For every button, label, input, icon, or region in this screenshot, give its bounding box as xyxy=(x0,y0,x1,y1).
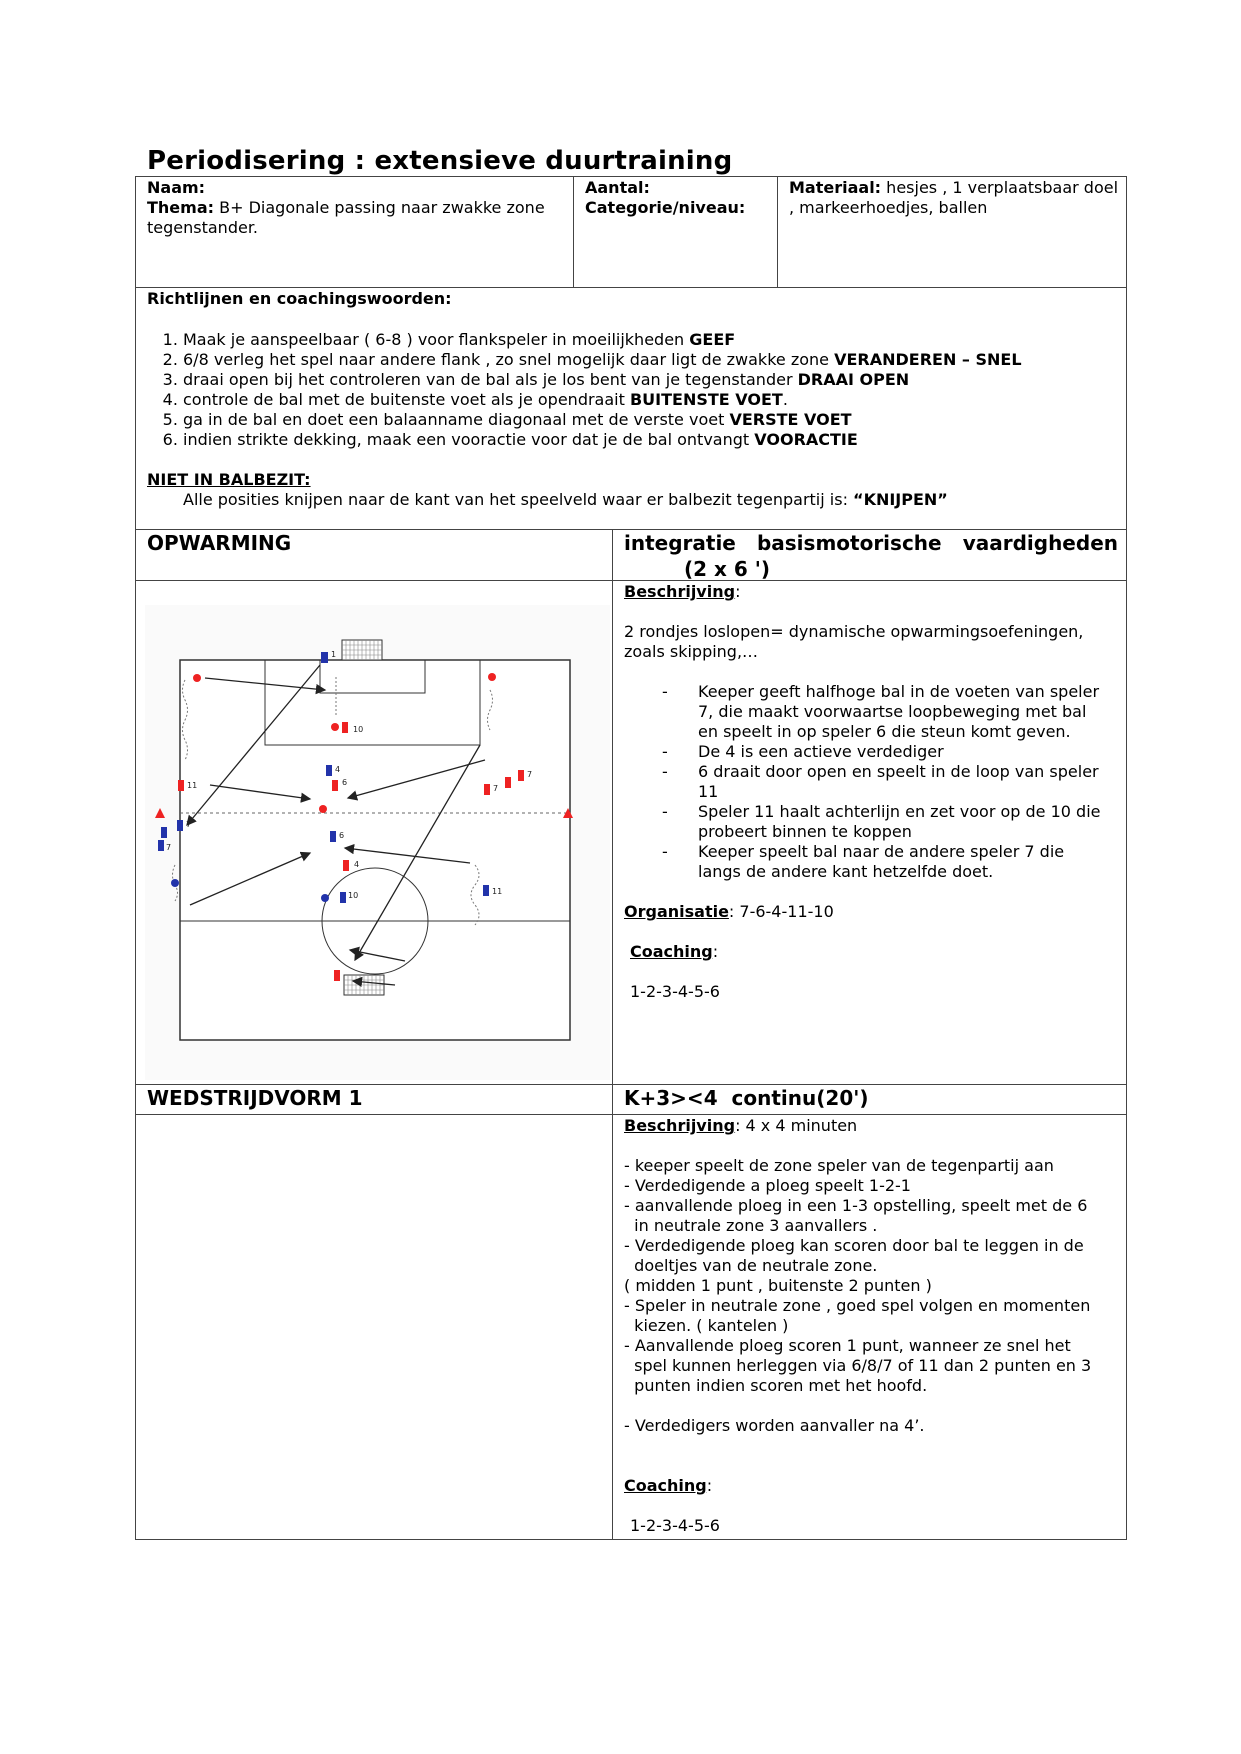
opwarming-right-heading-2: (2 x 6 ') xyxy=(684,557,771,581)
wedstrijd-line: in neutrale zone 3 aanvallers . xyxy=(624,1216,878,1235)
opwarming-right-heading-1: integratie basismotorische vaardigheden xyxy=(624,531,1118,555)
wedstrijd-description: Beschrijving: 4 x 4 minuten - keeper speelt de zone speler van de tegenpartij aan - Verdedigende a ploeg speelt 1-2-1 - aanvallende ploeg in een 1-3 opstelling, speelt met de 6 in neutrale zone 3 aanvallers . - Verdedigende ploeg kan scoren door bal te leggen in de doeltjes van de neutrale zone. ( midden 1 punt , buitenste 2 punten ) - Speler in neutrale zone , goed spel volgen en momenten kiezen. ( kantelen ) - Aanvallende ploeg scoren 1 punt, wanneer ze snel het spel kunnen herleggen via 6/8/7 of 11 dan 2 punten en 3 punten indien scoren met het hoofd. - Verdedigers worden aanvaller na 4’. Coaching: 1-2-3-4-5-6 xyxy=(624,1116,1119,1536)
wedstrijd-last-line: - Verdedigers worden aanvaller na 4’. xyxy=(624,1416,925,1435)
wedstrijd-line: spel kunnen herleggen via 6/8/7 of 11 dan 2 punten en 3 xyxy=(624,1356,1092,1375)
richtlijn-item: 1. Maak je aanspeelbaar ( 6-8 ) voor flankspeler in moeilijkheden GEEF xyxy=(183,330,1183,350)
warmup-step: - Keeper geeft halfhoge bal in de voeten van speler 7, die maakt voorwaartse loopbeweging met bal en speelt in op speler 6 die steun komt geven. xyxy=(624,682,1119,742)
coaching-value: 1-2-3-4-5-6 xyxy=(630,982,720,1001)
svg-text:11: 11 xyxy=(492,887,503,896)
materiaal-field xyxy=(789,178,1119,218)
aantal-label: Aantal: xyxy=(585,178,650,197)
niet-in-balbezit-text: Alle posities knijpen naar de kant van het speelveld waar er balbezit tegenpartij is: “KNIJPEN” xyxy=(183,490,948,509)
svg-text:10: 10 xyxy=(348,891,359,900)
wedstrijd-coaching-label: Coaching xyxy=(624,1476,707,1495)
page-title: Periodisering : extensieve duurtraining xyxy=(147,146,733,176)
opwarming-description: Beschrijving: 2 rondjes loslopen= dynamische opwarmingsoefeningen, zoals skipping,… - Keeper geeft halfhoge bal in de voeten van speler 7, die maakt voorwaartse loopbeweging met bal en speelt in op speler 6 die steun komt geven. - De 4 is een actieve verdediger - 6 draait door open en speelt in de loop van speler 11 - Speler 11 haalt achterlijn en zet voor op de 10 die probeert binnen te koppen - Keeper speelt bal naar de andere speler 7 die langs de andere kant hetzelfde doet. Organisatie: 7-6-4-11-10 Coaching: 1-2-3-4-5-6 xyxy=(624,582,1119,1002)
svg-text:7: 7 xyxy=(527,770,533,779)
beschrijving-label: Beschrijving xyxy=(624,582,736,601)
svg-text:6: 6 xyxy=(342,778,348,787)
svg-text:11: 11 xyxy=(187,781,198,790)
niet-in-balbezit-heading: NIET IN BALBEZIT: xyxy=(147,470,311,489)
richtlijnen-heading: Richtlijnen en coachingswoorden: xyxy=(147,289,452,308)
warmup-steps xyxy=(624,682,1119,882)
naam-label: Naam: xyxy=(147,178,206,197)
richtlijn-item: 4. controle de bal met de buitenste voet als je opendraait BUITENSTE VOET. xyxy=(183,390,1183,410)
wedstrijd-line: kiezen. ( kantelen ) xyxy=(624,1316,789,1335)
wedstrijd-line: ( midden 1 punt , buitenste 2 punten ) xyxy=(624,1276,932,1295)
svg-text:7: 7 xyxy=(186,820,192,829)
thema-value: B+ Diagonale passing naar zwakke zone tegenstander. xyxy=(147,198,545,237)
richtlijn-item: 2. 6/8 verleg het spel naar andere flank , zo snel mogelijk daar ligt de zwakke zone VERANDEREN – SNEL xyxy=(183,350,1183,370)
wedstrijd-heading: WEDSTRIJDVORM 1 xyxy=(147,1086,363,1110)
svg-text:10: 10 xyxy=(353,725,364,734)
wedstrijd-line: - aanvallende ploeg in een 1-3 opstelling, speelt met de 6 xyxy=(624,1196,1088,1215)
organisatie-value: : 7-6-4-11-10 xyxy=(728,902,834,921)
wedstrijd-line: - keeper speelt de zone speler van de tegenpartij aan xyxy=(624,1156,1054,1175)
wedstrijd-beschrijving-label: Beschrijving xyxy=(624,1116,736,1135)
materiaal-label: Materiaal: xyxy=(789,178,882,197)
materiaal-value: hesjes , 1 verplaatsbaar doel , markeerhoedjes, ballen xyxy=(789,178,1119,217)
svg-text:4: 4 xyxy=(335,765,341,774)
richtlijn-item: 3. draai open bij het controleren van de bal als je los bent van je tegenstander DRAAI OPEN xyxy=(183,370,1183,390)
thema-field xyxy=(147,198,567,238)
richtlijnen-list xyxy=(123,330,1183,450)
richtlijn-item: 6. indien strikte dekking, maak een vooractie voor dat je de bal ontvangt VOORACTIE xyxy=(183,430,1183,450)
wedstrijd-line: doeltjes van de neutrale zone. xyxy=(624,1256,878,1275)
svg-text:7: 7 xyxy=(166,843,172,852)
wedstrijd-line: - Verdedigende a ploeg speelt 1-2-1 xyxy=(624,1176,911,1195)
top-goal xyxy=(342,640,382,660)
richtlijn-item: 5. ga in de bal en doet een balaanname diagonaal met de verste voet VERSTE VOET xyxy=(183,410,1183,430)
svg-text:1: 1 xyxy=(331,650,337,659)
svg-text:7: 7 xyxy=(493,784,499,793)
wedstrijd-coaching-value: 1-2-3-4-5-6 xyxy=(630,1516,720,1535)
warmup-step: - Speler 11 haalt achterlijn en zet voor op de 10 die probeert binnen te koppen xyxy=(624,802,1119,842)
wedstrijd-line: punten indien scoren met het hoofd. xyxy=(624,1376,928,1395)
organisatie-label: Organisatie xyxy=(624,902,729,921)
drill-diagram xyxy=(145,605,610,1080)
svg-text:6: 6 xyxy=(339,831,345,840)
wedstrijd-right-heading: K+3><4 continu(20') xyxy=(624,1086,869,1110)
wedstrijd-line: - Speler in neutrale zone , goed spel volgen en momenten xyxy=(624,1296,1091,1315)
intro-line: 2 rondjes loslopen= dynamische opwarmingsoefeningen, xyxy=(624,622,1084,641)
wedstrijd-line: - Aanvallende ploeg scoren 1 punt, wanneer ze snel het xyxy=(624,1336,1071,1355)
warmup-step: - De 4 is een actieve verdediger xyxy=(624,742,1119,762)
warmup-step: - Keeper speelt bal naar de andere speler 7 die langs de andere kant hetzelfde doet. xyxy=(624,842,1119,882)
warmup-step: - 6 draait door open en speelt in de loop van speler 11 xyxy=(624,762,1119,802)
thema-label: Thema: xyxy=(147,198,215,217)
wedstrijd-line: - Verdedigende ploeg kan scoren door bal te leggen in de xyxy=(624,1236,1084,1255)
svg-text:4: 4 xyxy=(354,860,360,869)
bottom-goal xyxy=(344,975,384,995)
intro-line: zoals skipping,… xyxy=(624,642,759,661)
categorie-label: Categorie/niveau: xyxy=(585,198,746,217)
opwarming-heading: OPWARMING xyxy=(147,531,292,555)
coaching-label: Coaching xyxy=(630,942,713,961)
wedstrijd-diagram-cell xyxy=(135,1114,613,1540)
